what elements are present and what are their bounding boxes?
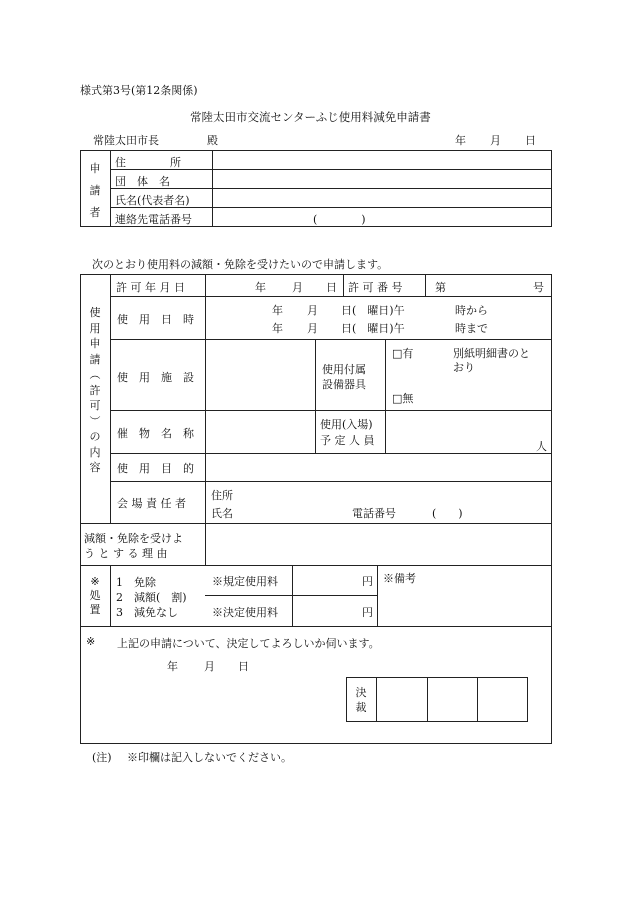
permit-date-year[interactable]: 年	[255, 281, 266, 294]
phone-label: 連絡先電話番号	[115, 213, 192, 226]
facility-label: 使 用 施 設	[117, 371, 194, 384]
dt-from-month[interactable]: 月	[307, 304, 318, 317]
manager-label: 会 場 責 任 者	[117, 497, 186, 510]
manager-phone-label: 電話番号	[352, 507, 396, 520]
approval-month: 月	[204, 660, 215, 673]
org-label: 団 体 名	[115, 175, 170, 188]
intro-text: 次のとおり使用料の減額・免除を受けたいので申請します。	[92, 258, 389, 271]
content-side-label: 使 用 申 請 ︵ 許 可 ︶ の 内 容	[89, 306, 101, 474]
equip-note-2: おり	[453, 361, 475, 374]
use-datetime-label: 使 用 日 時	[117, 313, 194, 326]
dt-until-year[interactable]: 年	[272, 322, 283, 335]
reason-label-1: 減額・免除を受けよ	[84, 532, 183, 545]
decided-fee-yen: 円	[362, 606, 373, 619]
stamp-cell-2[interactable]	[428, 678, 476, 721]
dt-until-day[interactable]: 日( 曜日)午	[341, 322, 405, 335]
disposition-option-1[interactable]: 1 免除	[116, 576, 156, 589]
footer-note-label: (注)	[92, 751, 112, 764]
disposition-option-3[interactable]: 3 減免なし	[116, 606, 178, 619]
facility-field[interactable]	[206, 340, 314, 410]
remarks-label: ※備考	[383, 572, 416, 585]
honorific: 殿	[207, 134, 218, 147]
purpose-label: 使 用 目 的	[117, 462, 194, 475]
address-field[interactable]	[213, 151, 551, 169]
permit-date-month[interactable]: 月	[292, 281, 303, 294]
dt-from-suffix: 時から	[455, 304, 488, 317]
address-label: 住 所	[115, 156, 181, 169]
name-field[interactable]	[213, 189, 551, 207]
equip-no-checkbox[interactable]: □無	[392, 392, 414, 405]
header-date-month: 月	[490, 134, 501, 147]
permit-no-suffix: 号	[533, 281, 544, 294]
approval-year: 年	[167, 660, 178, 673]
attendees-label-2: 予 定 人 員	[320, 434, 375, 447]
approval-mark: ※	[86, 635, 96, 648]
org-field[interactable]	[213, 170, 551, 188]
event-field[interactable]	[206, 411, 314, 453]
attendees-unit: 人	[536, 440, 547, 453]
addressee: 常陸太田市長	[93, 134, 159, 147]
approval-day: 日	[238, 660, 249, 673]
footer-note-text: ※印欄は記入しないでください。	[127, 751, 292, 764]
event-label: 催 物 名 称	[117, 427, 194, 440]
phone-field[interactable]: ( )	[313, 213, 366, 226]
applicant-side-label: 申 請 者	[89, 162, 101, 219]
reason-label-2: う と す る 理 由	[84, 547, 168, 560]
equipment-label-2: 設備器具	[322, 378, 366, 391]
dt-until-suffix: 時まで	[455, 322, 488, 335]
purpose-field[interactable]	[206, 454, 551, 481]
stamp-cell-3[interactable]	[478, 678, 527, 721]
standard-fee-yen: 円	[362, 575, 373, 588]
form-title: 常陸太田市交流センターふじ使用料減免申請書	[190, 110, 431, 124]
decision-label: 決 裁	[355, 686, 367, 714]
approval-text: 上記の申請について、決定してよろしいか伺います。	[117, 637, 380, 650]
manager-name[interactable]: 氏名	[211, 507, 233, 520]
permit-no-prefix: 第	[435, 281, 446, 294]
disposition-option-2[interactable]: 2 減額( 割)	[116, 591, 187, 604]
equipment-label-1: 使用付属	[322, 363, 366, 376]
reason-field[interactable]	[206, 524, 551, 565]
standard-fee-label: ※規定使用料	[212, 575, 278, 588]
dt-until-month[interactable]: 月	[307, 322, 318, 335]
permit-no-label: 許 可 番 号	[348, 281, 403, 294]
attendees-label-1: 使用(入場)	[320, 418, 373, 431]
manager-phone-field[interactable]: ( )	[432, 507, 463, 520]
equip-note-1: 別紙明細書のと	[453, 347, 530, 360]
form-number: 様式第3号(第12条関係)	[80, 84, 198, 97]
equip-yes-checkbox[interactable]: □有	[392, 347, 414, 360]
dt-from-year[interactable]: 年	[272, 304, 283, 317]
manager-address[interactable]: 住所	[211, 489, 233, 502]
permit-date-label: 許 可 年 月 日	[116, 281, 185, 294]
dt-from-day[interactable]: 日( 曜日)午	[341, 304, 405, 317]
permit-date-day[interactable]: 日	[326, 281, 337, 294]
decided-fee-label: ※決定使用料	[212, 606, 278, 619]
name-label: 氏名(代表者名)	[115, 194, 190, 207]
stamp-cell-1[interactable]	[377, 678, 426, 721]
header-date-year: 年	[455, 134, 466, 147]
header-date-day: 日	[525, 134, 536, 147]
disposition-side-label: ※ 処 置	[89, 575, 101, 616]
